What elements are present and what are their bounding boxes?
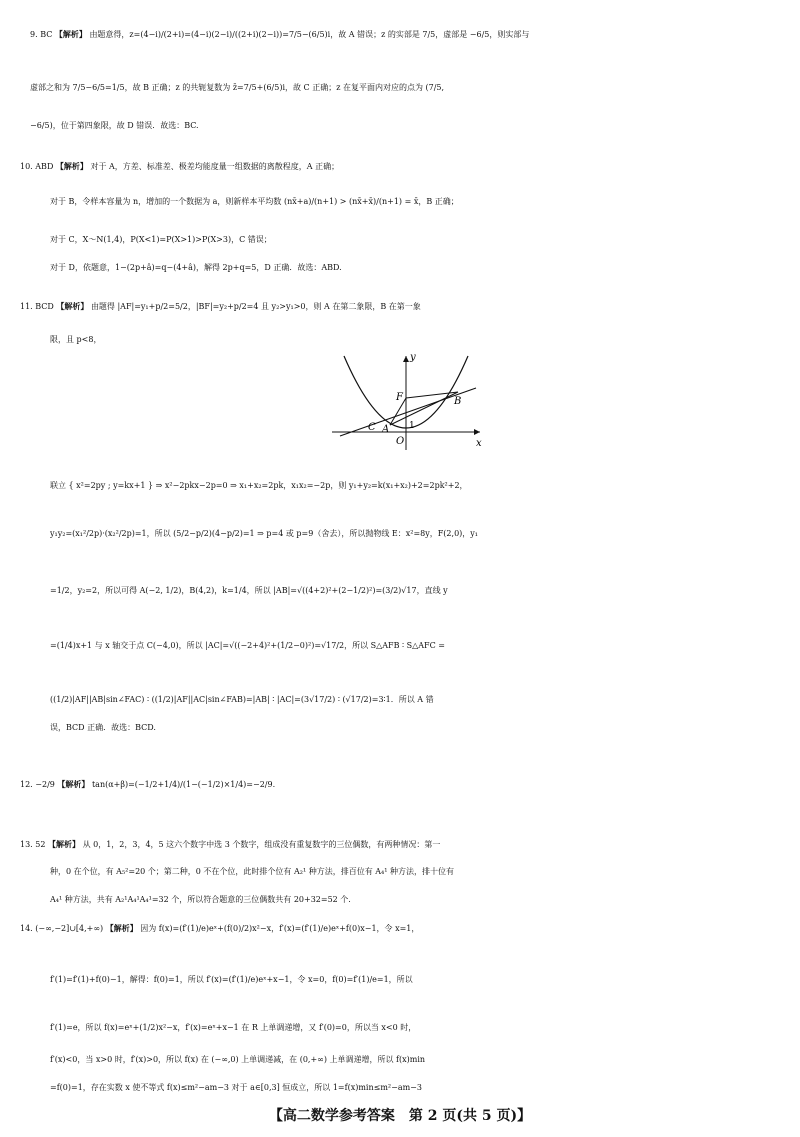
p11-line-6 <box>0 630 800 662</box>
p11-line-1 <box>0 290 800 322</box>
p11-line-3 <box>0 470 800 502</box>
p10-text-3: 对于 C，X～N(1,4)，P(X<1)=P(X>1)>P(X>3)，C 错误； <box>50 235 272 244</box>
p14-line-3 <box>0 1012 800 1044</box>
p14-text-2: f′(1)=f′(1)+f(0)−1，解得：f(0)=1，所以 f′(x)=(f′(1)/e)eˣ+x−1，令 x=0，f(0)=f′(1)/e=1，所以 <box>50 975 413 984</box>
p10-line-4 <box>0 252 800 284</box>
p9-text-3: −6/5)，位于第四象限，故 D 错误．故选：BC. <box>30 121 199 130</box>
p14-answer: (−∞,−2]∪[4,+∞) <box>35 924 104 933</box>
origin-label: O <box>396 436 405 447</box>
p9-answer: BC <box>40 30 53 39</box>
p13-tag: 【解析】 <box>48 839 81 849</box>
p13-text-2: 种，0 在个位，有 A₅²=20 个；第二种，0 不在个位，此时排个位有 A₂¹ 种方法，排百位有 A₄¹ 种方法，排十位有 <box>50 867 454 876</box>
p14-number: 14. <box>20 924 33 933</box>
p11-number: 11. <box>20 302 33 311</box>
p14-text-1: 因为 f(x)=(f′(1)/e)eˣ+(f(0)/2)x²−x，f′(x)=(f′(1)/e)eˣ+f(0)x−1，令 x=1， <box>140 924 420 933</box>
parabola-figure <box>326 350 486 452</box>
p11-line-4 <box>0 518 800 550</box>
p10-number: 10. <box>20 162 33 171</box>
p10-line-1 <box>0 150 800 182</box>
p12-tag: 【解析】 <box>57 779 90 789</box>
p11-text-4: y₁y₂=(x₁²/2p)·(x₂²/2p)=1，所以 (5/2−p/2)(4−p/2)=1 ⇒ p=4 或 p=9（舍去），所以抛物线 E：x²=8y，F(2,0)，y₁ <box>50 529 479 538</box>
p9-line-1 <box>0 18 800 50</box>
p10-text-2: 对于 B，令样本容量为 n，增加的一个数据为 a，则新样本平均数 (nx̄+a)/(n+1) > (nx̄+x̄)/(n+1) = x̄，B 正确； <box>50 197 459 206</box>
p11-line-8 <box>0 712 800 744</box>
p9-number: 9. <box>30 30 38 39</box>
p11-text-2: 限，且 p<8， <box>50 335 102 344</box>
p14-text-5: =f(0)=1，存在实数 x 使不等式 f(x)≤m²−am−3 对于 a∈[0,3] 恒成立，所以 1=f(x)min≤m²−am−3 <box>50 1083 422 1092</box>
x-axis-label: x <box>476 438 482 449</box>
point-b-label: B <box>454 396 462 407</box>
p10-tag: 【解析】 <box>55 161 88 171</box>
p11-line-5 <box>0 575 800 607</box>
p14-line-2 <box>0 964 800 996</box>
p11-tag: 【解析】 <box>56 301 89 311</box>
point-a-label: A <box>382 424 390 435</box>
p10-text-4: 对于 D，依题意，1−(2p+â)=q−(4+â)，解得 2p+q=5，D 正确．故选：ABD. <box>50 263 342 272</box>
point-c-label: C <box>368 422 376 433</box>
p14-line-1 <box>0 912 800 944</box>
p14-text-3: f′(1)=e，所以 f(x)=eˣ+(1/2)x²−x，f′(x)=eˣ+x−1 在 R 上单调递增，又 f′(0)=0，所以当 x<0 时， <box>50 1023 417 1032</box>
p10-text-1: 对于 A，方差、标准差、极差均能度量一组数据的离散程度，A 正确； <box>90 162 340 171</box>
p11-answer: BCD <box>35 302 54 311</box>
p14-tag: 【解析】 <box>105 923 138 933</box>
tick-one-label: 1 <box>409 421 415 431</box>
p11-text-1: 由题得 |AF|=y₁+p/2=5/2，|BF|=y₂+p/2=4 且 y₂>y₁>0，则 A 在第二象限，B 在第一象 <box>90 302 421 311</box>
point-f-label: F <box>396 392 403 403</box>
x-axis-arrow <box>474 429 480 435</box>
p11-text-5: =1/2，y₂=2，所以可得 A(−2, 1/2)，B(4,2)，k=1/4，所以 |AB|=√((4+2)²+(2−1/2)²)=(3/2)√17，直线 y <box>50 586 448 595</box>
p13-text-1: 从 0，1，2，3，4，5 这六个数字中选 3 个数字，组成没有重复数字的三位偶数，有两种情况：第一 <box>82 840 441 849</box>
p11-text-7: ((1/2)|AF||AB|sin∠FAC) ∶ ((1/2)|AF||AC|sin∠FAB)=|AB| ∶ |AC|=(3√17/2) ∶ (√17/2)=3∶1．所以 A 错 <box>50 695 434 704</box>
p11-text-6: =(1/4)x+1 与 x 轴交于点 C(−4,0)，所以 |AC|=√((−2+4)²+(1/2−0)²)=√17/2，所以 S△AFB ∶ S△AFC = <box>50 641 445 650</box>
page-footer: 【高二数学参考答案 第 2 页(共 5 页)】 <box>268 1108 532 1124</box>
p11-text-8: 误，BCD 正确．故选：BCD. <box>50 723 156 732</box>
p12-answer: −2/9 <box>35 780 55 789</box>
p14-line-5 <box>0 1072 800 1104</box>
p11-text-3: 联立 { x²=2py ; y=kx+1 } ⇒ x²−2pkx−2p=0 ⇒ x₁+x₂=2pk，x₁x₂=−2p，则 y₁+y₂=k(x₁+x₂)+2=2pk²+2， <box>50 481 468 490</box>
p9-line-2 <box>0 72 800 104</box>
p9-text-2: 虚部之和为 7/5−6/5=1/5，故 B 正确；z 的共轭复数为 z̄=7/5+(6/5)i，故 C 正确；z 在复平面内对应的点为 (7/5, <box>30 83 445 92</box>
p9-tag: 【解析】 <box>54 29 87 39</box>
p13-number: 13. <box>20 840 33 849</box>
p13-answer: 52 <box>35 840 46 849</box>
p13-text-3: A₄¹ 种方法，共有 A₂¹A₄¹A₄¹=32 个，所以符合题意的三位偶数共有 20+32=52 个. <box>50 895 351 904</box>
y-axis-label: y <box>410 352 416 363</box>
y-axis-arrow <box>403 356 409 362</box>
p9-text-1: 由题意得，z=(4−i)/(2+i)=(4−i)(2−i)/((2+i)(2−i))=7/5−(6/5)i，故 A 错误；z 的实部是 7/5，虚部是 −6/5，则实部与 <box>89 30 530 39</box>
p10-line-2 <box>0 186 800 218</box>
p12-number: 12. <box>20 780 33 789</box>
p12-text-1: tan(α+β)=(−1/2+1/4)/(1−(−1/2)×1/4)=−2/9. <box>91 780 276 789</box>
p9-line-3 <box>0 110 800 142</box>
p12-line-1 <box>0 768 800 800</box>
p14-text-4: f′(x)<0，当 x>0 时，f′(x)>0，所以 f(x) 在 (−∞,0) 上单调递减，在 (0,+∞) 上单调递增，所以 f(x)min <box>50 1055 426 1064</box>
p10-answer: ABD <box>35 162 54 171</box>
